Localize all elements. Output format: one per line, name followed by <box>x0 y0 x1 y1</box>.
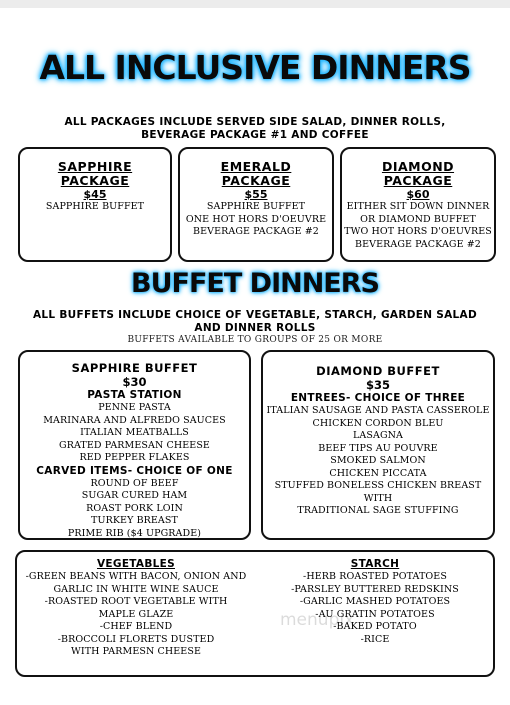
menu-item: CHICKEN CORDON BLEU <box>312 417 444 429</box>
vegetables-heading: VEGETABLES <box>97 558 175 570</box>
side-item: GARLIC IN WHITE WINE SAUCE <box>53 583 219 595</box>
package-item: OR DIAMOND BUFFET <box>360 213 476 225</box>
buffet-price: $35 <box>365 378 390 392</box>
package-item: SAPPHIRE BUFFET <box>45 201 145 212</box>
package-item: ONE HOT HORS D'OEUVRE <box>185 213 327 225</box>
package-price: $55 <box>244 188 268 201</box>
top-bar <box>0 0 510 8</box>
menu-item: BEEF TIPS AU POUVRE <box>318 442 438 454</box>
menu-item: SMOKED SALMON <box>330 455 426 466</box>
menu-item: ROUND OF BEEF <box>90 477 179 489</box>
buffet-section-title: BUFFET DINNERS <box>131 268 379 299</box>
menu-item: PENNE PASTA <box>98 402 171 413</box>
package-name: PACKAGE <box>383 173 453 188</box>
menu-item: ITALIAN SAUSAGE AND PASTA CASSEROLE <box>266 405 490 416</box>
menu-item: RED PEPPER FLAKES <box>79 452 190 463</box>
page-title: ALL INCLUSIVE DINNERS <box>39 48 471 87</box>
side-item: -GREEN BEANS WITH BACON, ONION AND <box>25 571 247 582</box>
package-price: $45 <box>83 188 107 201</box>
package-item: TWO HOT HORS D'OEUVRES <box>344 226 492 237</box>
side-item: -HERB ROASTED POTATOES <box>303 571 447 582</box>
menu-item: ITALIAN MEATBALLS <box>80 427 189 438</box>
buffet-note <box>20 309 490 335</box>
package-item: SAPPHIRE BUFFET <box>206 201 306 212</box>
menu-item: STUFFED BONELESS CHICKEN BREAST WITH <box>274 480 482 504</box>
emerald-package-card <box>178 147 334 262</box>
menu-item: ROAST PORK LOIN <box>86 502 183 514</box>
packages-note-line: BEVERAGE PACKAGE #1 AND COFFEE <box>141 129 369 141</box>
package-price: $60 <box>406 188 430 201</box>
vegetables-column <box>17 558 255 659</box>
menu-item: GRATED PARMESAN CHEESE <box>59 439 210 451</box>
side-item: WITH PARMESN CHEESE <box>71 646 201 657</box>
package-name: PACKAGE <box>221 173 291 188</box>
side-item: -ROASTED ROOT VEGETABLE WITH <box>44 596 228 607</box>
side-item: -BAKED POTATO <box>333 621 417 632</box>
side-item: MAPLE GLAZE <box>98 608 174 620</box>
diamond-buffet-card <box>261 350 495 540</box>
side-item: -BROCCOLI FLORETS DUSTED <box>57 633 215 645</box>
package-name: PACKAGE <box>60 173 130 188</box>
starch-heading: STARCH <box>350 558 400 570</box>
entrees-heading: ENTREES- CHOICE OF THREE <box>290 392 466 404</box>
packages-note <box>40 116 470 142</box>
carved-heading: CARVED ITEMS- CHOICE OF ONE <box>36 464 233 477</box>
package-name: EMERALD <box>220 159 292 174</box>
sides-card <box>15 550 495 677</box>
station-heading: PASTA STATION <box>87 389 182 401</box>
menu-item: PRIME RIB ($4 UPGRADE) <box>67 527 202 539</box>
menu-item: SUGAR CURED HAM <box>81 490 188 501</box>
sapphire-package-card <box>18 147 172 262</box>
menu-item: MARINARA AND ALFREDO SAUCES <box>43 414 226 426</box>
menu-item: TURKEY BREAST <box>91 515 178 526</box>
side-item: -RICE <box>360 633 390 645</box>
buffet-name: SAPPHIRE BUFFET <box>71 361 198 375</box>
buffet-price: $30 <box>122 375 147 389</box>
sapphire-buffet-card <box>18 350 251 540</box>
buffet-note-line: ALL BUFFETS INCLUDE CHOICE OF VEGETABLE, STARCH, GARDEN SALAD <box>32 309 477 321</box>
buffet-note-line: AND DINNER ROLLS <box>194 322 316 334</box>
package-name: DIAMOND <box>381 159 455 174</box>
buffet-availability: BUFFETS AVAILABLE TO GROUPS OF 25 OR MORE <box>127 335 383 345</box>
buffet-name: DIAMOND BUFFET <box>316 364 440 378</box>
menu-item: LASAGNA <box>353 430 403 441</box>
diamond-package-card <box>340 147 496 262</box>
package-name: SAPPHIRE <box>57 159 133 174</box>
packages-note-line: ALL PACKAGES INCLUDE SERVED SIDE SALAD, DINNER ROLLS, <box>64 116 446 128</box>
side-item: -PARSLEY BUTTERED REDSKINS <box>291 583 459 595</box>
starch-column <box>275 558 475 646</box>
watermark: menupix <box>280 610 355 630</box>
menu-item: CHICKEN PICCATA <box>329 467 427 479</box>
package-item: BEVERAGE PACKAGE #2 <box>193 226 319 237</box>
side-item: -AU GRATIN POTATOES <box>315 608 435 620</box>
side-item: -CHEF BLEND <box>99 621 173 632</box>
package-item: EITHER SIT DOWN DINNER <box>346 201 490 212</box>
side-item: -GARLIC MASHED POTATOES <box>299 596 451 607</box>
menu-item: TRADITIONAL SAGE STUFFING <box>297 505 459 516</box>
package-item: BEVERAGE PACKAGE #2 <box>355 238 481 250</box>
